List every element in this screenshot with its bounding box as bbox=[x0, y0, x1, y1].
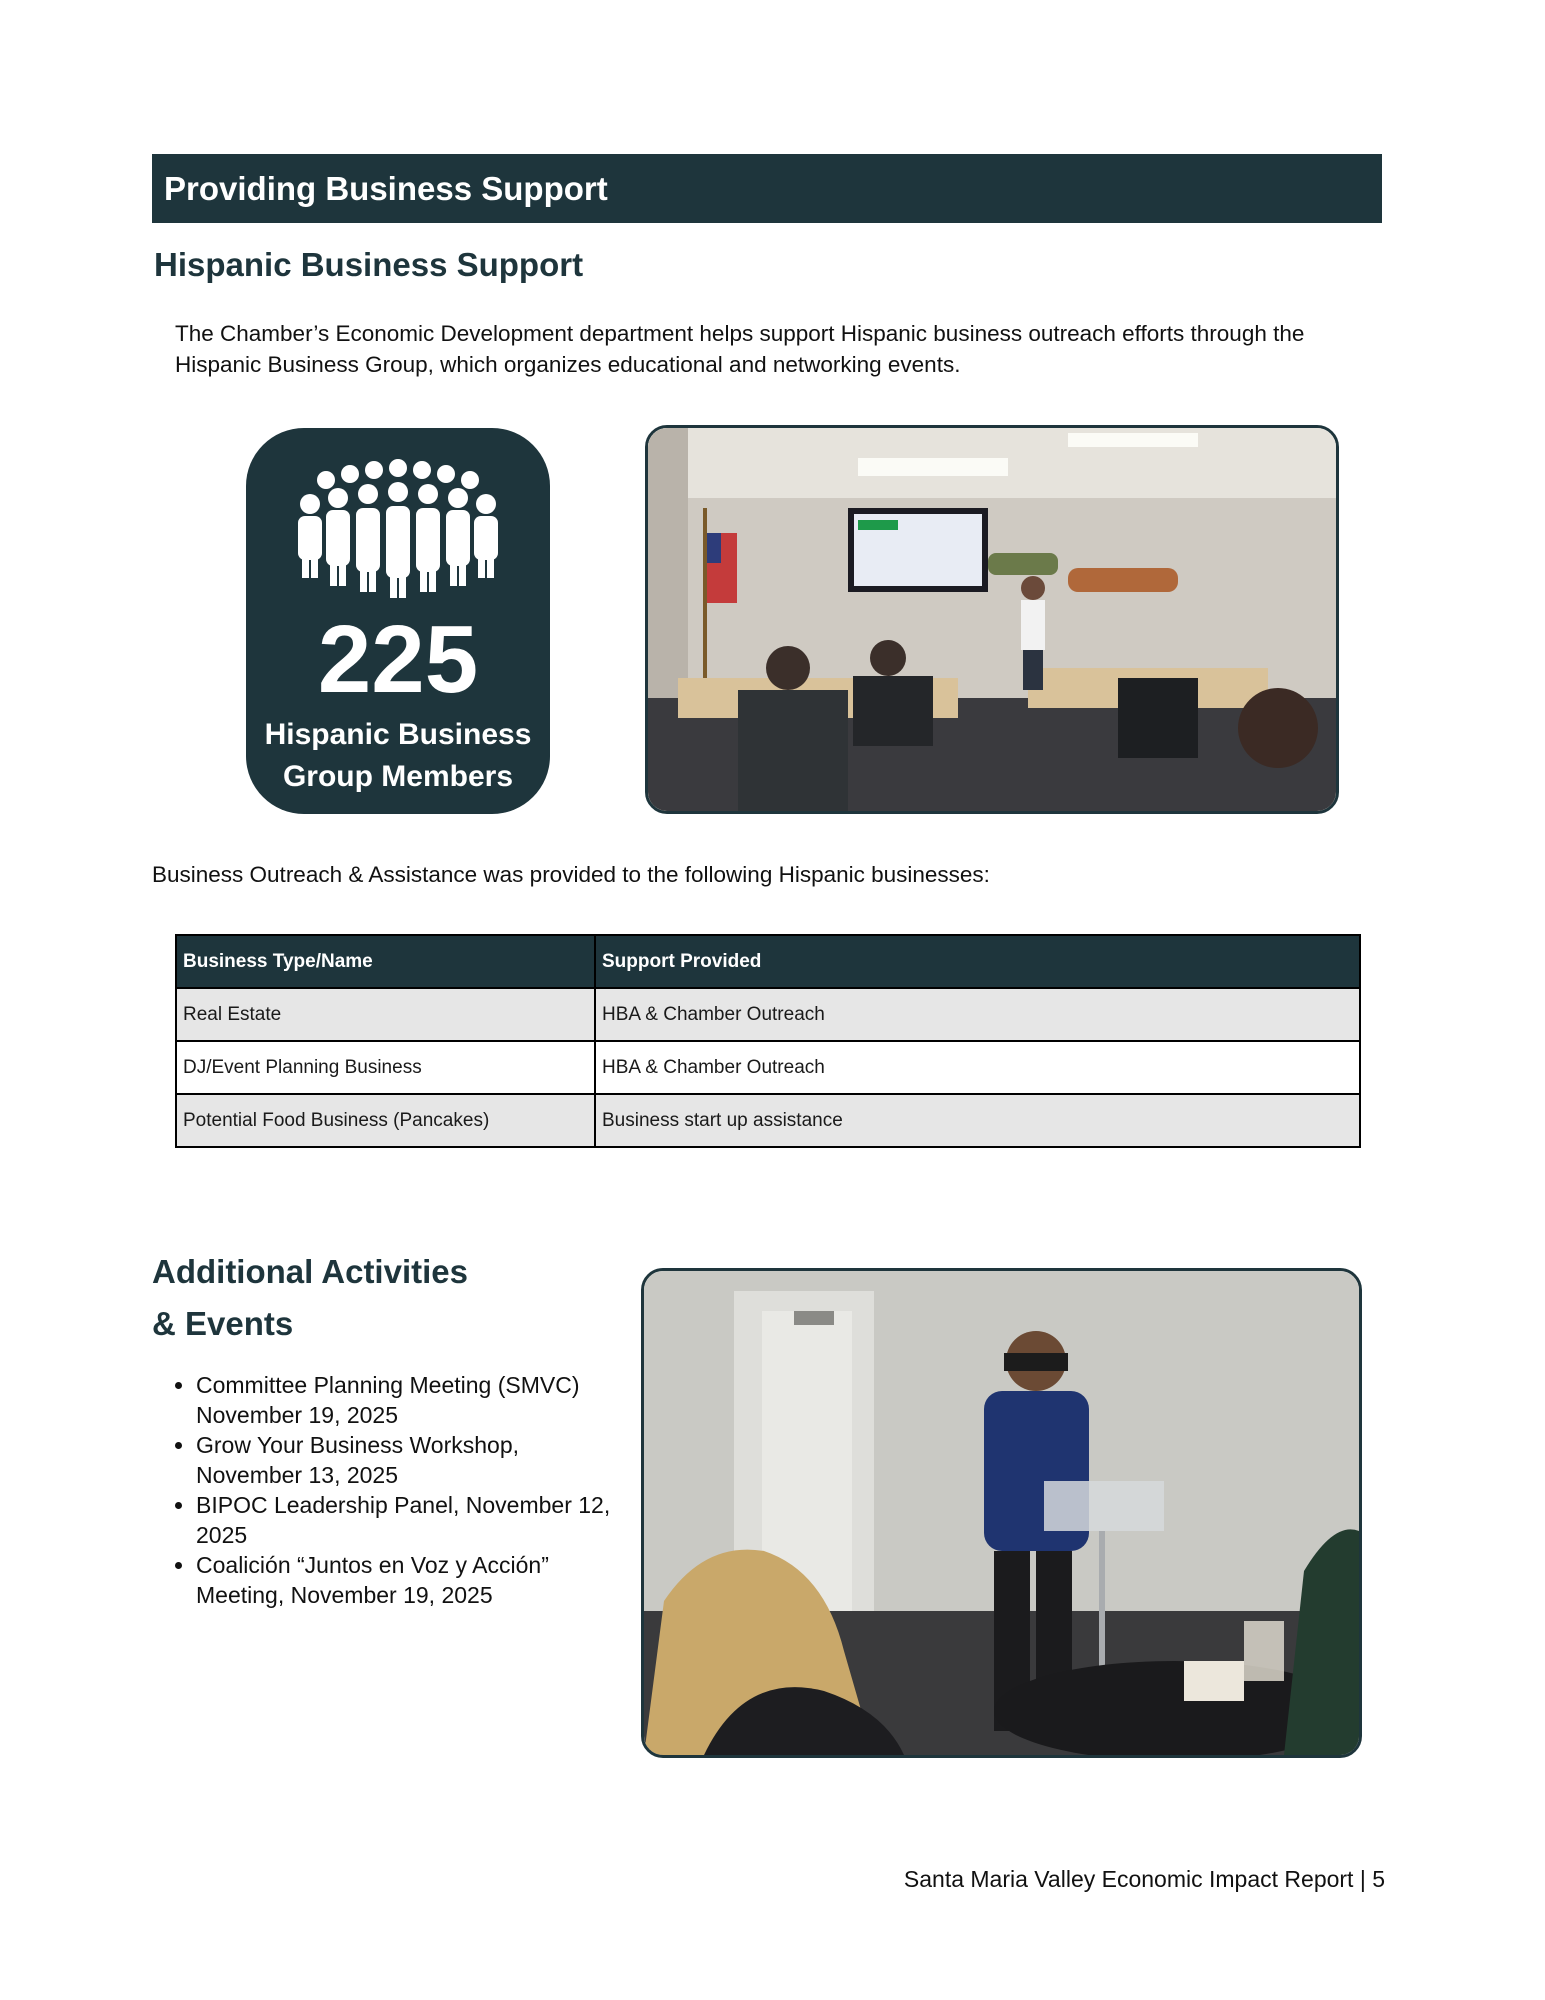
additional-activities-heading: Additional Activities & Events bbox=[152, 1253, 468, 1342]
people-group-icon bbox=[288, 458, 508, 598]
table-row bbox=[176, 988, 1360, 1041]
table-cell: Business start up assistance bbox=[595, 1094, 1360, 1147]
members-label: Hispanic Business Group Members bbox=[264, 718, 532, 793]
table-cell: DJ/Event Planning Business bbox=[176, 1041, 595, 1094]
header-support-provided: Support Provided bbox=[595, 935, 1360, 988]
table-cell: Potential Food Business (Pancakes) bbox=[176, 1094, 595, 1147]
members-stat-card bbox=[246, 428, 550, 814]
workshop-photo bbox=[645, 425, 1339, 814]
section-banner: Providing Business Support bbox=[152, 154, 1382, 223]
list-item: • Grow Your Business Workshop, November 13, 2025 bbox=[196, 1430, 616, 1490]
intro-paragraph: The Chamber’s Economic Development department helps support Hispanic business outreach efforts through the Hispanic Business Group, which organizes educational and networking events. bbox=[175, 321, 1305, 377]
table-cell: Real Estate bbox=[176, 988, 595, 1041]
events-list bbox=[158, 1370, 616, 1610]
hispanic-business-heading: Hispanic Business Support bbox=[154, 246, 584, 283]
table-cell: HBA & Chamber Outreach bbox=[595, 988, 1360, 1041]
table-header-row bbox=[176, 935, 1360, 988]
table-row bbox=[176, 1041, 1360, 1094]
table-row bbox=[176, 1094, 1360, 1147]
table-cell: HBA & Chamber Outreach bbox=[595, 1041, 1360, 1094]
list-item: • Committee Planning Meeting (SMVC) November 19, 2025 bbox=[196, 1370, 616, 1430]
page-footer: Santa Maria Valley Economic Impact Report | 5 bbox=[903, 1866, 1385, 1892]
list-item: • BIPOC Leadership Panel, November 12, 2025 bbox=[196, 1490, 616, 1550]
outreach-table bbox=[175, 934, 1361, 1148]
speaker-photo bbox=[641, 1268, 1362, 1758]
members-count: 225 bbox=[317, 606, 479, 713]
list-item: • Coalición “Juntos en Voz y Acción” Meeting, November 19, 2025 bbox=[196, 1550, 616, 1610]
outreach-lead: Business Outreach & Assistance was provided to the following Hispanic businesses: bbox=[152, 862, 990, 887]
header-business-type: Business Type/Name bbox=[176, 935, 595, 988]
